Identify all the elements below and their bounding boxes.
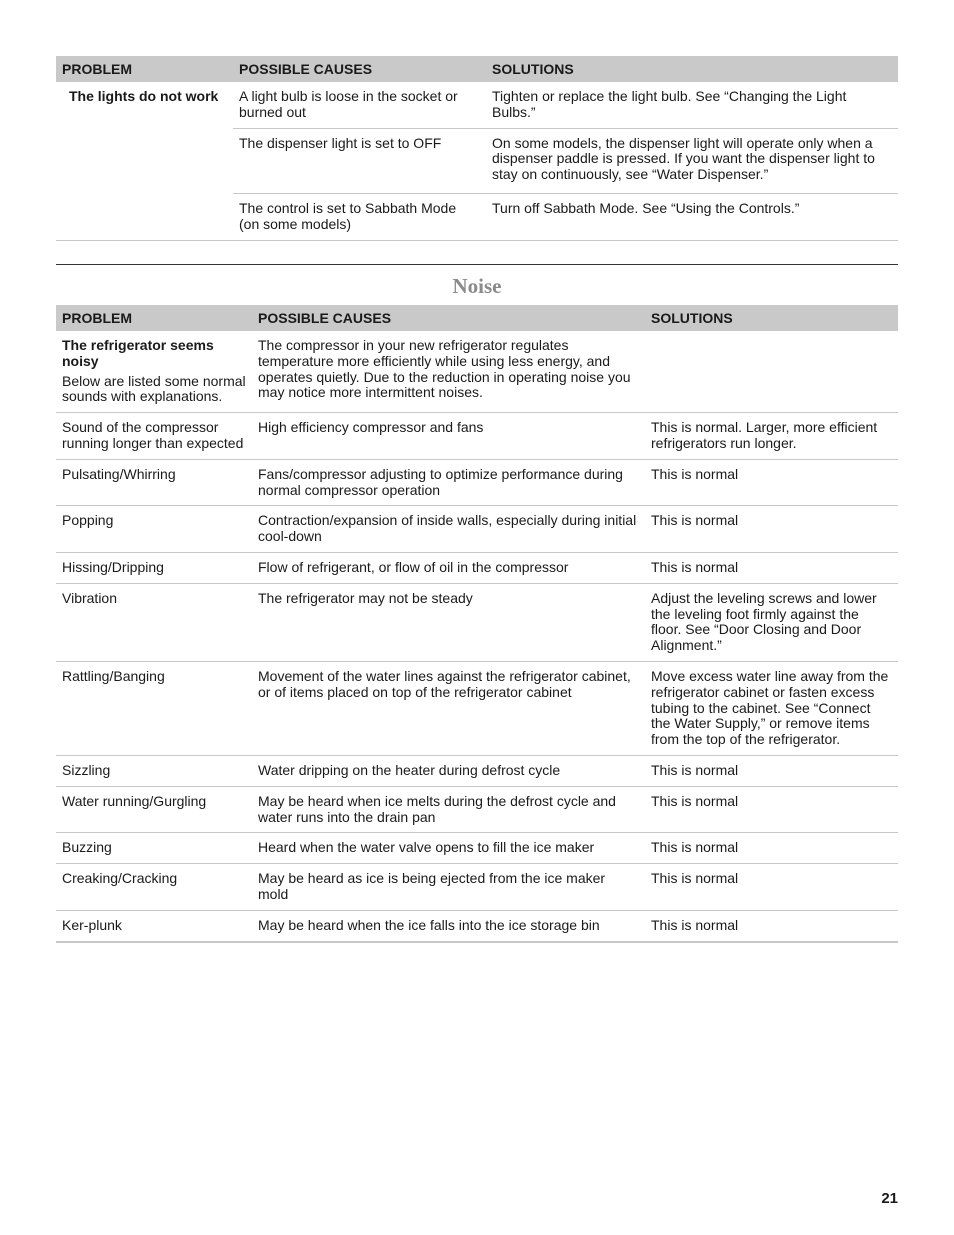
solution-cell: This is normal — [645, 910, 898, 941]
problem-note: Below are listed some normal sounds with explanations. — [62, 372, 246, 405]
solution-cell: On some models, the dispenser light will operate only when a dispenser paddle is pressed. If you want the dispenser light to stay on continuously, see “Water Dispenser.” — [486, 128, 898, 193]
table-row — [56, 506, 898, 553]
solution-cell: This is normal — [645, 786, 898, 833]
cause-cell: May be heard when the ice falls into the ice storage bin — [252, 910, 645, 941]
table-row — [56, 786, 898, 833]
cause-cell: The dispenser light is set to OFF — [233, 128, 486, 193]
table-row — [56, 910, 898, 941]
table-row — [56, 82, 898, 128]
table-header-row — [56, 305, 898, 331]
problem-cell — [56, 331, 252, 413]
cause-cell: The control is set to Sabbath Mode (on some models) — [233, 193, 486, 240]
header-solutions: SOLUTIONS — [645, 305, 898, 331]
problem-cell: Popping — [56, 506, 252, 553]
solution-cell: Tighten or replace the light bulb. See “Changing the Light Bulbs.” — [486, 82, 898, 128]
problem-cell: Vibration — [56, 583, 252, 661]
table-row — [56, 413, 898, 460]
solution-cell: This is normal. Larger, more efficient refrigerators run longer. — [645, 413, 898, 460]
table-row — [56, 331, 898, 413]
table-row — [56, 755, 898, 786]
problem-title: The refrigerator seems noisy — [62, 337, 214, 369]
solution-cell: This is normal — [645, 864, 898, 911]
problem-cell: Creaking/Cracking — [56, 864, 252, 911]
cause-cell: Heard when the water valve opens to fill the ice maker — [252, 833, 645, 864]
cause-cell: Contraction/expansion of inside walls, especially during initial cool-down — [252, 506, 645, 553]
problem-cell: Hissing/Dripping — [56, 552, 252, 583]
header-problem: PROBLEM — [56, 305, 252, 331]
table-row — [56, 583, 898, 661]
cause-cell: Flow of refrigerant, or flow of oil in the compressor — [252, 552, 645, 583]
solution-cell: Move excess water line away from the refrigerator cabinet or fasten excess tubing to the cabinet. See “Connect the Water Supply,” or remove items from the top of the refrigerator. — [645, 661, 898, 755]
problem-cell: Rattling/Banging — [56, 661, 252, 755]
solution-cell: Adjust the leveling screws and lower the leveling foot firmly against the floor. See “Door Closing and Door Alignment.” — [645, 583, 898, 661]
table-row — [56, 864, 898, 911]
problem-cell: Buzzing — [56, 833, 252, 864]
header-solutions: SOLUTIONS — [486, 56, 898, 82]
table-row — [56, 552, 898, 583]
header-possible-causes: POSSIBLE CAUSES — [252, 305, 645, 331]
cause-cell: May be heard when ice melts during the defrost cycle and water runs into the drain pan — [252, 786, 645, 833]
solution-cell — [645, 331, 898, 413]
cause-cell: Water dripping on the heater during defrost cycle — [252, 755, 645, 786]
solution-cell: This is normal — [645, 552, 898, 583]
problem-cell: Ker-plunk — [56, 910, 252, 941]
header-possible-causes: POSSIBLE CAUSES — [233, 56, 486, 82]
solution-cell: This is normal — [645, 506, 898, 553]
problem-cell: Sound of the compressor running longer than expected — [56, 413, 252, 460]
problem-cell: Pulsating/Whirring — [56, 459, 252, 506]
solution-cell: This is normal — [645, 755, 898, 786]
problem-cell: Water running/Gurgling — [56, 786, 252, 833]
cause-cell: Movement of the water lines against the refrigerator cabinet, or of items placed on top of the refrigerator cabinet — [252, 661, 645, 755]
page-number: 21 — [881, 1190, 898, 1207]
table-header-row — [56, 56, 898, 82]
solution-cell: Turn off Sabbath Mode. See “Using the Controls.” — [486, 193, 898, 240]
table-row — [56, 661, 898, 755]
header-problem: PROBLEM — [56, 56, 233, 82]
table-row — [56, 459, 898, 506]
solution-cell: This is normal — [645, 459, 898, 506]
cause-cell: A light bulb is loose in the socket or burned out — [233, 82, 486, 128]
cause-cell: The refrigerator may not be steady — [252, 583, 645, 661]
cause-cell: High efficiency compressor and fans — [252, 413, 645, 460]
solution-cell: This is normal — [645, 833, 898, 864]
problem-cell: Sizzling — [56, 755, 252, 786]
lights-troubleshooting-table — [56, 56, 898, 241]
cause-cell: The compressor in your new refrigerator regulates temperature more efficiently while using less energy, and operates quietly. Due to the reduction in operating noise you may notice more intermittent noises. — [252, 331, 645, 413]
problem-cell: The lights do not work — [56, 82, 233, 240]
cause-cell: May be heard as ice is being ejected from the ice maker mold — [252, 864, 645, 911]
noise-troubleshooting-table — [56, 305, 898, 943]
table-row — [56, 833, 898, 864]
cause-cell: Fans/compressor adjusting to optimize performance during normal compressor operation — [252, 459, 645, 506]
section-divider — [56, 264, 898, 265]
section-title: Noise — [452, 274, 502, 298]
